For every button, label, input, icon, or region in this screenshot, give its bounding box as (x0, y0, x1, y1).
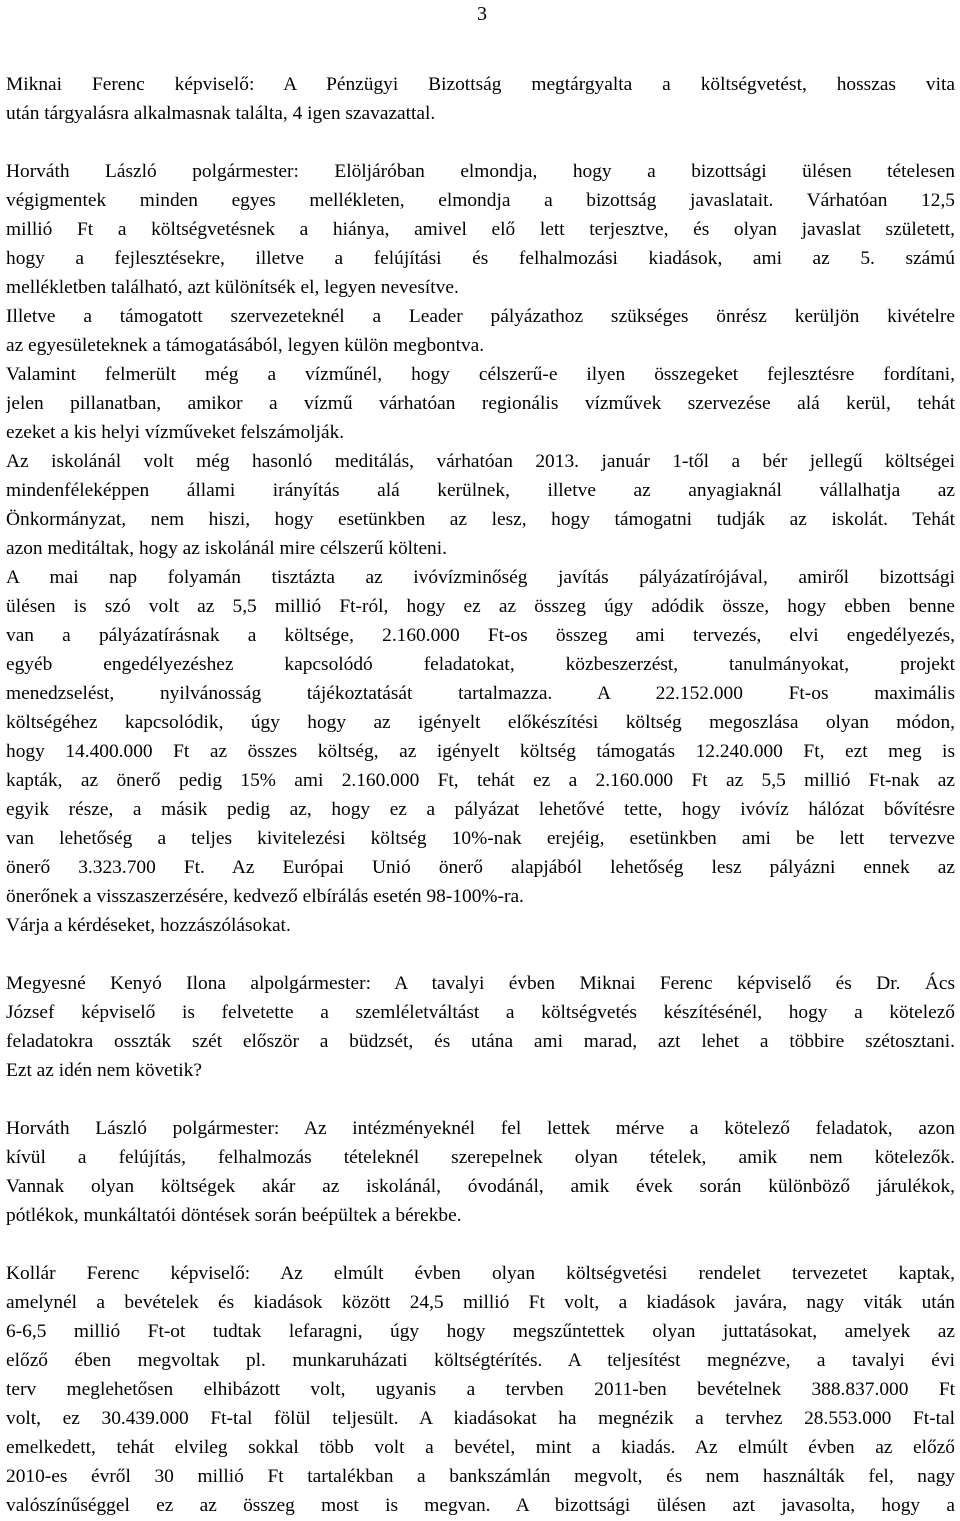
text-line: feladatokra osszták szét először a büdzsét, és utána ami marad, azt lehet a többire szétosztani. (6, 1031, 955, 1052)
text-line: van a pályázatírásnak a költsége, 2.160.000 Ft-os összeg ami tervezés, elvi engedélyezés, (6, 625, 955, 646)
paragraph-horvath-2 (6, 1114, 955, 1230)
text-line: Várja a kérdéseket, hozzászólásokat. (6, 915, 291, 936)
text-line: kívül a felújítás, felhalmozás tételeknél szerepelnek olyan tételek, amik nem kötelezők. (6, 1147, 955, 1168)
text-line: valószínűséggel ez az összeg most is megvan. A bizottsági ülésen azt javasolta, hogy a (6, 1495, 955, 1516)
text-line: van lehetőség a teljes kivitelezési költség 10%-nak erejéig, esetünkben ami be lett tervezve (6, 828, 955, 849)
paragraph-horvath-1 (6, 157, 955, 940)
text-line: az egyesületeknek a támogatásából, legyen külön megbontva. (6, 335, 485, 356)
text-line: millió Ft a költségvetésnek a hiánya, amivel elő lett terjesztve, és olyan javaslat született, (6, 219, 955, 240)
text-line: Vannak olyan költségek akár az iskolánál, óvodánál, amik évek során különböző járulékok, (6, 1176, 955, 1197)
paragraph-gap (6, 940, 955, 969)
text-line: amelynél a bevételek és kiadások között 24,5 millió Ft volt, a kiadások javára, nagy viták után (6, 1292, 955, 1313)
text-line: azon meditáltak, hogy az iskolánál mire célszerű költeni. (6, 538, 447, 559)
text-line: után tárgyalásra alkalmasnak találta, 4 igen szavazattal. (6, 103, 436, 124)
text-line: egyéb engedélyezéshez kapcsolódó feladatokat, közbeszerzést, tanulmányokat, projekt (6, 654, 955, 675)
text-line: volt, ez 30.439.000 Ft-tal fölül teljesült. A kiadásokat ha megnézik a tervhez 28.553.000 Ft-tal (6, 1408, 955, 1429)
paragraph-megyesne (6, 969, 955, 1085)
paragraph-gap (6, 1230, 955, 1259)
text-line: végigmentek minden egyes mellékleten, elmondja a bizottság javaslatait. Várhatóan 12,5 (6, 190, 955, 211)
text-line: ülésen is szó volt az 5,5 millió Ft-ról, hogy ez az összeg úgy adódik össze, hogy ebben benne (6, 596, 955, 617)
paragraph-miknai-1 (6, 70, 955, 128)
text-line: Valamint felmerült még a vízműnél, hogy célszerű-e ilyen összegeket fejlesztésre fordítani, (6, 364, 955, 385)
text-line: Az iskolánál volt még hasonló meditálás, várhatóan 2013. január 1-től a bér jellegű költségei (6, 451, 955, 472)
document-body (6, 70, 955, 1520)
text-line: Megyesné Kenyó Ilona alpolgármester: A tavalyi évben Miknai Ferenc képviselő és Dr. Ács (6, 973, 955, 994)
text-line: A mai nap folyamán tisztázta az ivóvízminőség javítás pályázatírójával, amiről bizottsági (6, 567, 955, 588)
text-line: Horváth László polgármester: Elöljáróban elmondja, hogy a bizottsági ülésen tételesen (6, 161, 955, 182)
text-line: mellékletben található, azt különítsék el, legyen nevesítve. (6, 277, 459, 298)
paragraph-gap (6, 128, 955, 157)
text-line: 2010-es évről 30 millió Ft tartalékban a bankszámlán megvolt, és nem használták fel, nagy (6, 1466, 955, 1487)
text-line: 6-6,5 millió Ft-ot tudtak lefaragni, úgy hogy megszűntettek olyan juttatásokat, amelyek az (6, 1321, 955, 1342)
text-line: hogy 14.400.000 Ft az összes költség, az igényelt költség támogatás 12.240.000 Ft, ezt meg is (6, 741, 955, 762)
text-line: mindenféleképpen állami irányítás alá kerülnek, illetve az anyagiaknál vállalhatja az (6, 480, 955, 501)
text-line: Horváth László polgármester: Az intézményeknél fel lettek mérve a kötelező feladatok, azon (6, 1118, 955, 1139)
text-line: kapták, az önerő pedig 15% ami 2.160.000 Ft, tehát ez a 2.160.000 Ft az 5,5 millió Ft-nak az (6, 770, 955, 791)
paragraph-gap (6, 1085, 955, 1114)
text-line: hogy a fejlesztésekre, illetve a felújítási és felhalmozási kiadások, ami az 5. számú (6, 248, 955, 269)
text-line: önerőnek a visszaszerzésére, kedvező elbírálás esetén 98-100%-ra. (6, 886, 524, 907)
text-line: Ezt az idén nem követik? (6, 1060, 202, 1081)
text-line: pótlékok, munkáltatói döntések során beépültek a bérekbe. (6, 1205, 462, 1226)
text-line: ezeket a kis helyi vízműveket felszámolják. (6, 422, 345, 443)
text-line: jelen pillanatban, amikor a vízmű várhatóan regionális vízművek szervezése alá kerül, tehát (6, 393, 955, 414)
paragraph-kollar (6, 1259, 955, 1520)
text-line: Miknai Ferenc képviselő: A Pénzügyi Bizottság megtárgyalta a költségvetést, hosszas vita (6, 74, 955, 95)
text-line: Kollár Ferenc képviselő: Az elmúlt évben olyan költségvetési rendelet tervezetet kaptak, (6, 1263, 955, 1284)
text-line: József képviselő is felvetette a szemléletváltást a költségvetés készítésénél, hogy a kötelező (6, 1002, 955, 1023)
text-line: önerő 3.323.700 Ft. Az Európai Unió önerő alapjából lehetőség lesz pályázni ennek az (6, 857, 955, 878)
text-line: menedzselést, nyilvánosság tájékoztatását tartalmazza. A 22.152.000 Ft-os maximális (6, 683, 955, 704)
text-line: Illetve a támogatott szervezeteknél a Leader pályázathoz szükséges önrész kerüljön kivételre (6, 306, 955, 327)
text-line: egyik része, a másik pedig az, hogy ez a pályázat lehetővé tette, hogy ivóvíz hálózat bővítésre (6, 799, 955, 820)
text-line: Önkormányzat, nem hiszi, hogy esetünkben az lesz, hogy támogatni tudják az iskolát. Tehát (6, 509, 955, 530)
text-line: terv meglehetősen elhibázott volt, ugyanis a tervben 2011-ben bevételnek 388.837.000 Ft (6, 1379, 955, 1400)
text-line: előző ében megvoltak pl. munkaruházati költségtérítés. A teljesítést megnézve, a tavalyi évi (6, 1350, 955, 1371)
page-number: 3 (477, 3, 487, 25)
text-line: emelkedett, tehát elvileg sokkal több volt a bevétel, mint a kiadás. Az elmúlt évben az előző (6, 1437, 955, 1458)
text-line: költségéhez kapcsolódik, úgy hogy az igényelt előkészítési költség megoszlása olyan módon, (6, 712, 955, 733)
